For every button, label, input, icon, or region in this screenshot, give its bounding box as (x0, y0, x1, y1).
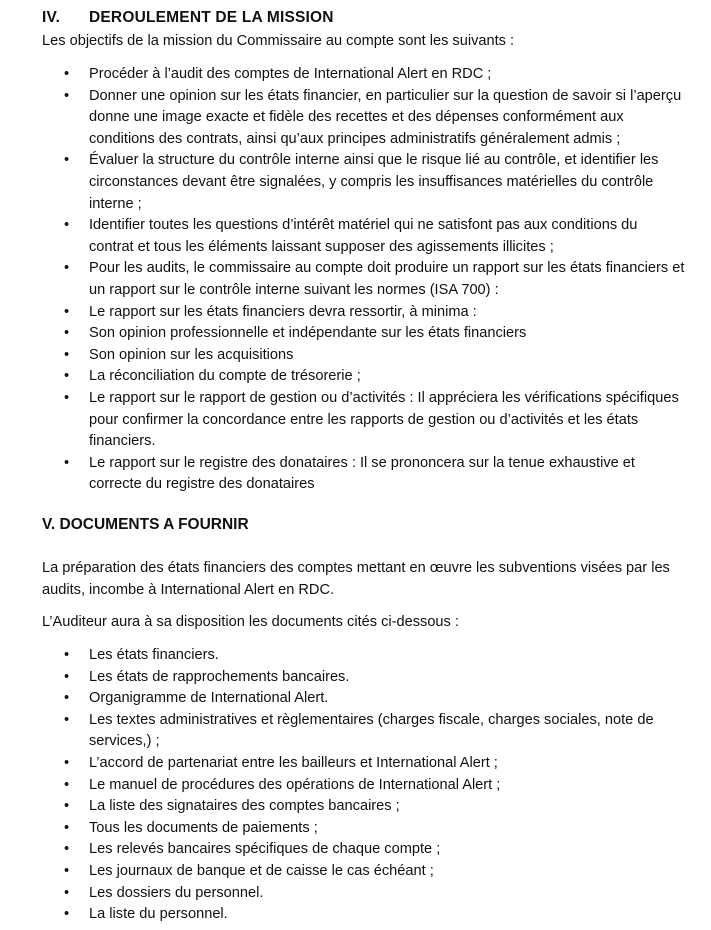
list-item: • La liste des signataires des comptes bancaires ; (0, 796, 711, 818)
list-item: • Organigramme de International Alert. (0, 688, 711, 710)
list-item: • La liste du personnel. (0, 904, 711, 926)
list-item: • Les textes administratives et règlementaires (charges fiscale, charges sociales, note de services,) ; (0, 710, 711, 753)
list-item: • Les dossiers du personnel. (0, 883, 711, 905)
section-heading-v: V. DOCUMENTS A FOURNIR (42, 516, 249, 533)
list-item: • Les relevés bancaires spécifiques de chaque compte ; (0, 839, 711, 861)
list-item: • Les états financiers. (0, 645, 711, 667)
list-item: • La réconciliation du compte de trésorerie ; (0, 366, 711, 388)
paragraph: L’Auditeur aura à sa disposition les documents cités ci-dessous : (42, 614, 459, 630)
list-item: • Tous les documents de paiements ; (0, 818, 711, 840)
list-item: • L’accord de partenariat entre les bailleurs et International Alert ; (0, 753, 711, 775)
list-item: • Le rapport sur le rapport de gestion ou d’activités : Il appréciera les vérifications spécifiques pour confirmer la concordance entre les rapports de gestion ou d’activités et les états financiers. (0, 388, 711, 453)
section-number: IV. (42, 9, 61, 26)
list-item: • Les journaux de banque et de caisse le cas échéant ; (0, 861, 711, 883)
list-item: • Identifier toutes les questions d’intérêt matériel qui ne satisfont pas aux conditions du contrat et tous les éléments laissant supposer des agissements illicites ; (0, 215, 711, 258)
list-item: • Son opinion professionnelle et indépendante sur les états financiers (0, 323, 711, 345)
list-item: • Les états de rapprochements bancaires. (0, 667, 711, 689)
list-item: • Donner une opinion sur les états financier, en particulier sur la question de savoir si l’aperçu donne une image exacte et fidèle des recettes et des dépenses conformément aux conditions des contrats, ainsi qu’aux principes administratifs généralement admis ; (0, 86, 711, 151)
objectives-list (0, 64, 711, 496)
documents-list (0, 645, 711, 926)
section-intro: Les objectifs de la mission du Commissaire au compte sont les suivants : (42, 33, 515, 49)
list-item: • Le rapport sur le registre des donataires : Il se prononcera sur la tenue exhaustive et correcte du registre des donataires (0, 453, 711, 496)
list-item: • Le manuel de procédures des opérations de International Alert ; (0, 775, 711, 797)
list-item: • Son opinion sur les acquisitions (0, 345, 711, 367)
list-item: • Procéder à l’audit des comptes de International Alert en RDC ; (0, 64, 711, 86)
paragraph: La préparation des états financiers des comptes mettant en œuvre les subventions visées par les audits, incombe à International Alert en RDC. (42, 560, 670, 598)
section-heading-iv (42, 7, 334, 29)
list-item: • Le rapport sur les états financiers devra ressortir, à minima : (0, 302, 711, 324)
list-item: • Pour les audits, le commissaire au compte doit produire un rapport sur les états financiers et un rapport sur le contrôle interne suivant les normes (ISA 700) : (0, 258, 711, 301)
section-title: DEROULEMENT DE LA MISSION (89, 9, 334, 26)
list-item: • Évaluer la structure du contrôle interne ainsi que le risque lié au contrôle, et identifier les circonstances devant être signalées, y compris les insuffisances matérielles du contrôle interne ; (0, 150, 711, 215)
